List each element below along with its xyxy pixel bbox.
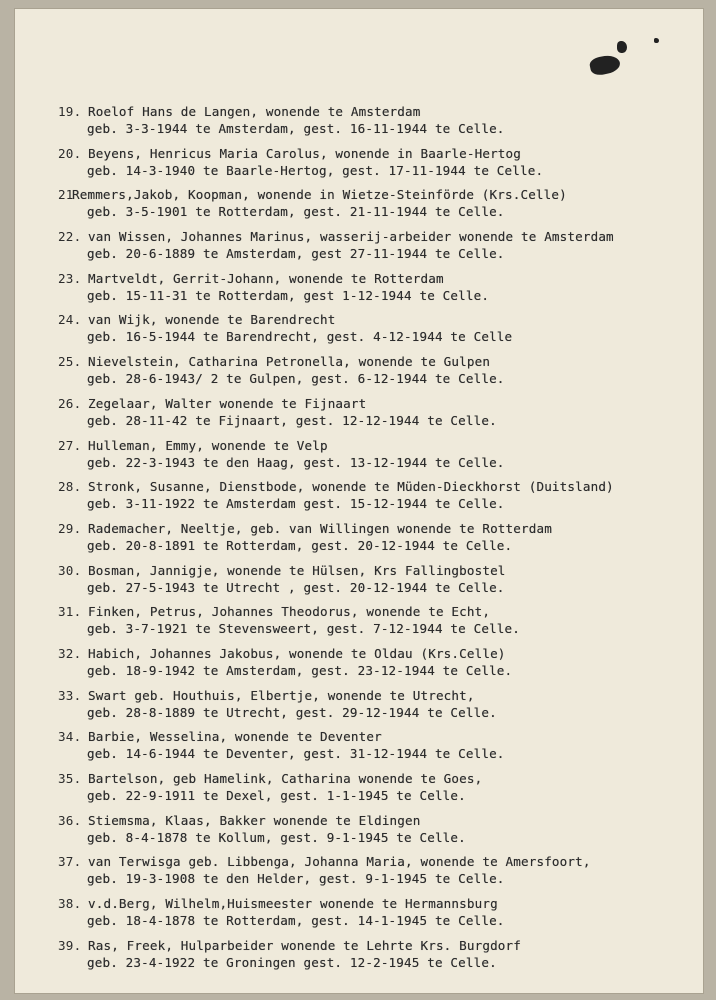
entry-number: 36. xyxy=(58,812,82,828)
record-list xyxy=(58,104,694,979)
entry-dates-line: geb. 22-3-1943 te den Haag, gest. 13-12-1944 te Celle. xyxy=(87,454,505,470)
record-entry xyxy=(58,688,694,730)
entry-dates-line: geb. 14-3-1940 te Baarle-Hertog, gest. 17-11-1944 te Celle. xyxy=(87,162,544,178)
record-entry xyxy=(58,229,694,271)
record-entry xyxy=(58,563,694,605)
entry-name-line: van Wijk, wonende te Barendrecht xyxy=(88,312,336,328)
entry-name-line: Stronk, Susanne, Dienstbode, wonende te Müden-Dieckhorst (Duitsland) xyxy=(88,479,614,495)
entry-dates-line: geb. 20-8-1891 te Rotterdam, gest. 20-12-1944 te Celle. xyxy=(87,537,513,553)
record-entry xyxy=(58,146,694,188)
entry-name-line: Beyens, Henricus Maria Carolus, wonende in Baarle-Hertog xyxy=(88,145,521,161)
entry-name-line: Roelof Hans de Langen, wonende te Amsterdam xyxy=(88,104,421,119)
entry-name-line: Finken, Petrus, Johannes Theodorus, wonende te Echt, xyxy=(88,604,491,620)
entry-dates-line: geb. 18-4-1878 te Rotterdam, gest. 14-1-1945 te Celle. xyxy=(87,913,505,929)
entry-dates-line: geb. 28-8-1889 te Utrecht, gest. 29-12-1944 te Celle. xyxy=(87,704,497,720)
record-entry xyxy=(58,938,694,980)
entry-number: 20. xyxy=(58,145,82,161)
entry-number: 33. xyxy=(58,687,82,703)
entry-name-line: Ras, Freek, Hulparbeider wonende te Lehrte Krs. Burgdorf xyxy=(88,937,521,953)
record-entry xyxy=(58,896,694,938)
entry-dates-line: geb. 20-6-1889 te Amsterdam, gest 27-11-1944 te Celle. xyxy=(87,246,505,262)
entry-name-line: Barbie, Wesselina, wonende te Deventer xyxy=(88,729,382,745)
entry-dates-line: geb. 3-5-1901 te Rotterdam, gest. 21-11-1944 te Celle. xyxy=(87,204,505,220)
entry-name-line: Nievelstein, Catharina Petronella, wonende te Gulpen xyxy=(88,354,491,370)
entry-number: 29. xyxy=(58,520,82,536)
entry-number: 35. xyxy=(58,771,82,786)
entry-name-line: Swart geb. Houthuis, Elbertje, wonende te Utrecht, xyxy=(88,687,475,703)
entry-dates-line: geb. 19-3-1908 te den Helder, gest. 9-1-1945 te Celle. xyxy=(87,871,505,887)
record-entry xyxy=(58,187,694,229)
entry-name-line: Habich, Johannes Jakobus, wonende te Oldau (Krs.Celle) xyxy=(88,645,506,661)
ink-dot xyxy=(654,38,659,43)
entry-name-line: Zegelaar, Walter wonende te Fijnaart xyxy=(88,395,367,411)
record-entry xyxy=(58,438,694,480)
record-entry xyxy=(58,104,694,146)
entry-name-line: Remmers,Jakob, Koopman, wonende in Wietze-Steinförde (Krs.Celle) xyxy=(72,187,567,203)
entry-dates-line: geb. 3-7-1921 te Stevensweert, gest. 7-12-1944 te Celle. xyxy=(87,621,520,637)
entry-number: 19. xyxy=(58,104,82,119)
ink-blot xyxy=(588,53,621,77)
entry-dates-line: geb. 8-4-1878 te Kollum, gest. 9-1-1945 te Celle. xyxy=(87,829,466,845)
entry-dates-line: geb. 3-11-1922 te Amsterdam gest. 15-12-1944 te Celle. xyxy=(87,496,505,512)
entry-name-line: van Terwisga geb. Libbenga, Johanna Maria, wonende te Amersfoort, xyxy=(88,854,591,870)
entry-number: 27. xyxy=(58,437,82,453)
entry-number: 25. xyxy=(58,354,82,370)
entry-number: 37. xyxy=(58,854,82,870)
entry-dates-line: geb. 27-5-1943 te Utrecht , gest. 20-12-1944 te Celle. xyxy=(87,579,505,595)
record-entry xyxy=(58,646,694,688)
entry-dates-line: geb. 3-3-1944 te Amsterdam, gest. 16-11-1944 te Celle. xyxy=(87,121,505,136)
entry-name-line: Bartelson, geb Hamelink, Catharina wonende te Goes, xyxy=(88,771,483,786)
document-page xyxy=(14,8,704,994)
entry-number: 38. xyxy=(58,896,82,912)
record-entry xyxy=(58,813,694,855)
entry-dates-line: geb. 22-9-1911 te Dexel, gest. 1-1-1945 te Celle. xyxy=(87,788,466,803)
record-entry xyxy=(58,729,694,771)
entry-dates-line: geb. 28-6-1943/ 2 te Gulpen, gest. 6-12-1944 te Celle. xyxy=(87,371,505,387)
entry-dates-line: geb. 15-11-31 te Rotterdam, gest 1-12-1944 te Celle. xyxy=(87,287,490,303)
entry-dates-line: geb. 28-11-42 te Fijnaart, gest. 12-12-1944 te Celle. xyxy=(87,412,497,428)
entry-name-line: Stiemsma, Klaas, Bakker wonende te Eldingen xyxy=(88,812,421,828)
record-entry xyxy=(58,854,694,896)
entry-name-line: v.d.Berg, Wilhelm,Huismeester wonende te Hermannsburg xyxy=(88,896,498,912)
record-entry xyxy=(58,271,694,313)
entry-dates-line: geb. 23-4-1922 te Groningen gest. 12-2-1945 te Celle. xyxy=(87,954,497,970)
entry-number: 26. xyxy=(58,395,82,411)
entry-dates-line: geb. 14-6-1944 te Deventer, gest. 31-12-1944 te Celle. xyxy=(87,746,505,762)
record-entry xyxy=(58,521,694,563)
entry-number: 39. xyxy=(58,937,82,953)
entry-name-line: Martveldt, Gerrit-Johann, wonende te Rotterdam xyxy=(88,270,444,286)
entry-number: 31. xyxy=(58,604,82,620)
entry-number: 23. xyxy=(58,270,82,286)
entry-name-line: Rademacher, Neeltje, geb. van Willingen wonende te Rotterdam xyxy=(88,520,552,536)
entry-number: 32. xyxy=(58,645,82,661)
entry-name-line: Hulleman, Emmy, wonende te Velp xyxy=(88,437,328,453)
record-entry xyxy=(58,604,694,646)
entry-number: 34. xyxy=(58,729,82,745)
entry-dates-line: geb. 16-5-1944 te Barendrecht, gest. 4-12-1944 te Celle xyxy=(87,329,513,345)
entry-number: 22. xyxy=(58,229,82,245)
entry-number: 30. xyxy=(58,562,82,578)
ink-blot-small xyxy=(617,41,627,53)
entry-name-line: Bosman, Jannigje, wonende te Hülsen, Krs Fallingbostel xyxy=(88,562,506,578)
entry-number: 21 xyxy=(58,187,74,203)
entry-number: 24. xyxy=(58,312,82,328)
record-entry xyxy=(58,479,694,521)
entry-dates-line: geb. 18-9-1942 te Amsterdam, gest. 23-12-1944 te Celle. xyxy=(87,662,513,678)
record-entry xyxy=(58,354,694,396)
record-entry xyxy=(58,396,694,438)
record-entry xyxy=(58,771,694,813)
entry-name-line: van Wissen, Johannes Marinus, wasserij-arbeider wonende te Amsterdam xyxy=(88,229,614,245)
entry-number: 28. xyxy=(58,479,82,495)
record-entry xyxy=(58,312,694,354)
